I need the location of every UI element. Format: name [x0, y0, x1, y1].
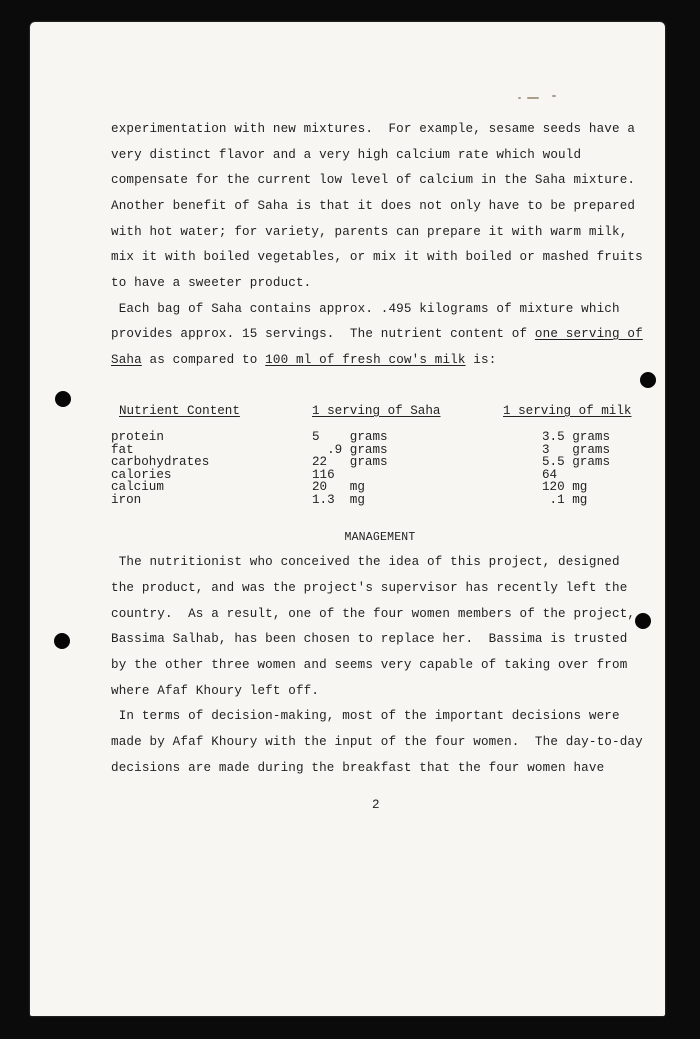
body-text-line: where Afaf Khoury left off. — [111, 684, 320, 698]
page-number: 2 — [372, 798, 380, 812]
table-cell-milk: 5.5 grams — [542, 455, 611, 469]
table-cell-nutrient: calories — [111, 467, 172, 482]
body-text: as compared to — [141, 353, 266, 367]
table-cell-saha: 20 mg — [312, 480, 365, 494]
table-cell-saha: .9 grams — [312, 442, 388, 457]
body-text-line: The nutritionist who conceived the idea of this project, designed — [111, 555, 620, 569]
table-cell-saha: 1.3 mg — [312, 492, 365, 507]
body-text-line: the product, and was the project's supervisor has recently left the — [111, 581, 628, 595]
body-text: is: — [465, 353, 497, 367]
table-cell-milk: 64 — [542, 467, 558, 482]
paper-page — [30, 22, 665, 1016]
punch-hole-left-top — [55, 391, 71, 407]
body-text-line — [111, 353, 496, 367]
underlined-text: Saha — [111, 353, 142, 367]
table-cell-nutrient: fat — [111, 442, 134, 457]
body-text-line: country. As a result, one of the four women members of the project, — [111, 607, 636, 621]
body-text-line: mix it with boiled vegetables, or mix it with boiled or mashed fruits — [111, 250, 643, 264]
underlined-text: one serving of — [534, 327, 643, 341]
body-text-line: very distinct flavor and a very high calcium rate which would — [111, 148, 582, 162]
table-cell-nutrient: calcium — [111, 480, 164, 494]
table-cell-saha: 116 — [312, 467, 335, 482]
body-text-line: experimentation with new mixtures. For example, sesame seeds have a — [111, 122, 636, 136]
table-header-saha: 1 serving of Saha — [312, 404, 441, 418]
punch-hole-left-bottom — [54, 633, 70, 649]
paper-smudge — [518, 97, 521, 99]
table-cell-nutrient: iron — [111, 492, 142, 507]
paper-smudge — [527, 97, 539, 99]
table-cell-milk: 3 grams — [542, 442, 611, 457]
table-cell-saha: 22 grams — [312, 455, 388, 469]
body-text: provides approx. 15 servings. The nutrient content of — [111, 327, 535, 341]
body-text-line: to have a sweeter product. — [111, 276, 312, 290]
table-cell-saha: 5 grams — [312, 430, 388, 444]
body-text-line — [111, 327, 643, 341]
body-text-line: Bassima Salhab, has been chosen to replace her. Bassima is trusted — [111, 632, 628, 646]
table-cell-milk: .1 mg — [542, 492, 588, 507]
body-text-line: In terms of decision-making, most of the important decisions were — [111, 709, 620, 723]
table-header-nutrient: Nutrient Content — [119, 404, 240, 418]
table-cell-nutrient: carbohydrates — [111, 455, 210, 469]
body-text-line: by the other three women and seems very capable of taking over from — [111, 658, 628, 672]
section-heading: MANAGEMENT — [344, 531, 416, 544]
punch-hole-right-top — [640, 372, 656, 388]
body-text-line: compensate for the current low level of calcium in the Saha mixture. — [111, 173, 636, 187]
body-text-line: decisions are made during the breakfast that the four women have — [111, 761, 605, 775]
body-text-line: made by Afaf Khoury with the input of the four women. The day-to-day — [111, 735, 643, 749]
body-text-line: Each bag of Saha contains approx. .495 kilograms of mixture which — [111, 302, 620, 316]
body-text-line: Another benefit of Saha is that it does not only have to be prepared — [111, 199, 636, 213]
punch-hole-right-bottom — [635, 613, 651, 629]
table-cell-milk: 120 mg — [542, 480, 588, 494]
table-cell-milk: 3.5 grams — [542, 430, 611, 444]
table-header-milk: 1 serving of milk — [503, 404, 632, 418]
body-text-line: with hot water; for variety, parents can prepare it with warm milk, — [111, 225, 628, 239]
paper-smudge — [552, 95, 556, 97]
table-cell-nutrient: protein — [111, 430, 164, 444]
underlined-text: 100 ml of fresh cow's milk — [265, 353, 466, 367]
